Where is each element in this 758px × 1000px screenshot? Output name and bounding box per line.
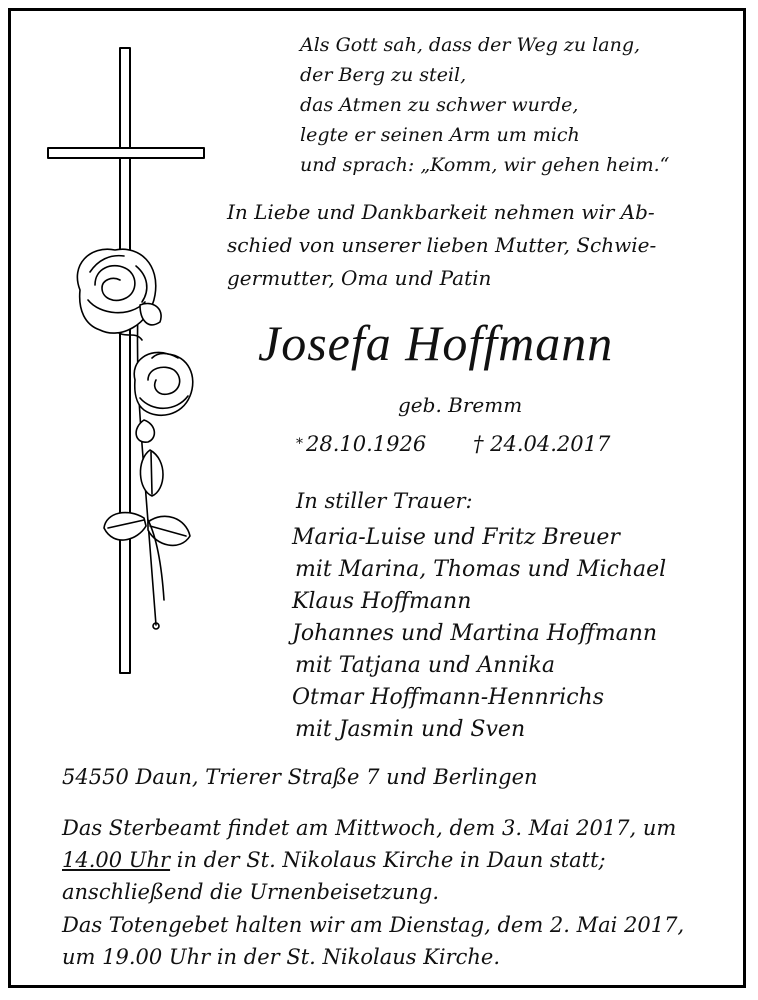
mourner-entry: mit Marina, Thomas und Michael [295, 557, 667, 582]
poem-line: das Atmen zu schwer wurde, [300, 94, 579, 116]
poem-line: und sprach: „Komm, wir gehen heim.“ [300, 154, 670, 176]
poem-line: der Berg zu steil, [300, 64, 467, 86]
mourning-heading: In stiller Trauer: [296, 489, 473, 513]
prayer-notice: Das Totengebet halten wir am Dienstag, dem 2. Mai 2017, um 19.00 Uhr in der St. Nikolaus Kirche. [62, 913, 685, 969]
poem-line: Als Gott sah, dass der Weg zu lang, [300, 34, 641, 56]
intro-line: In Liebe und Dankbarkeit nehmen wir Ab- [227, 200, 655, 224]
cross-with-roses-illustration [40, 40, 220, 690]
mourner-entry: mit Jasmin und Sven [295, 717, 526, 742]
intro-line: germutter, Oma und Patin [227, 266, 492, 290]
mourner-entry: mit Tatjana und Annika [295, 653, 555, 678]
maiden-name: geb. Bremm [398, 393, 523, 417]
funeral-text-end: in der St. Nikolaus Kirche in Daun statt; anschließend die Urnenbeisetzung. [62, 848, 606, 904]
funeral-notice [62, 812, 698, 908]
intro-line: schied von unserer lieben Mutter, Schwie- [227, 233, 657, 257]
mourner-entry: Maria-Luise und Fritz Breuer [292, 525, 620, 550]
mourner-entry: Klaus Hoffmann [292, 589, 472, 614]
intro-text [227, 196, 656, 295]
deceased-name: Josefa Hoffmann [258, 315, 614, 371]
funeral-time: 14.00 Uhr [62, 848, 171, 872]
poem-line: legte er seinen Arm um mich [300, 124, 580, 146]
address: 54550 Daun, Trierer Straße 7 und Berlingen [62, 765, 538, 789]
birth-date: 28.10.1926 [306, 432, 427, 456]
mourner-entry: Otmar Hoffmann-Hennrichs [292, 685, 605, 710]
life-dates [296, 427, 610, 461]
death-symbol: † [472, 432, 484, 456]
death-date: 24.04.2017 [490, 432, 611, 456]
funeral-text-start: Das Sterbeamt findet am Mittwoch, dem 3. Mai 2017, um [62, 816, 677, 840]
mourners-list [292, 522, 666, 746]
poem [300, 30, 669, 180]
mourner-entry: Johannes und Martina Hoffmann [292, 621, 658, 646]
birth-symbol: * [296, 436, 303, 452]
